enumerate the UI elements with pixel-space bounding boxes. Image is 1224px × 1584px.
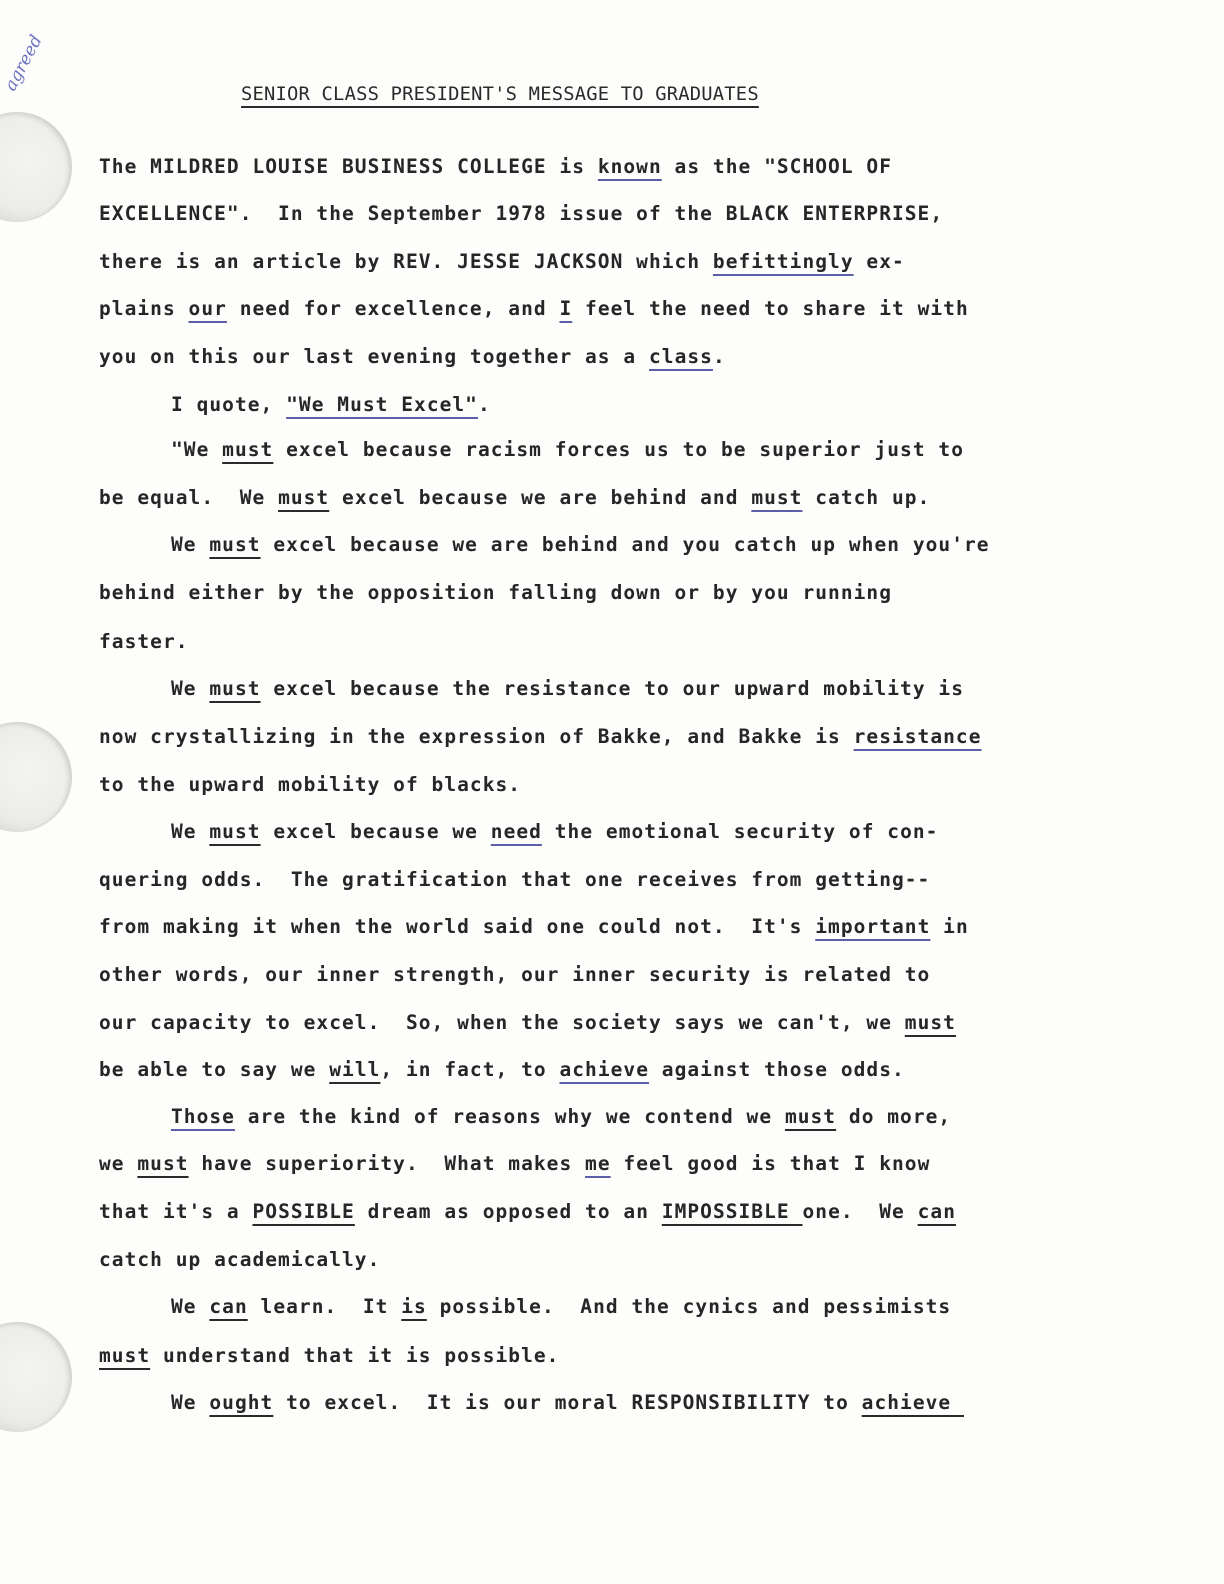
text-run: as the "SCHOOL OF xyxy=(661,155,892,178)
text-line xyxy=(99,1200,956,1223)
text-run: We xyxy=(171,820,210,843)
underlined-word: can xyxy=(917,1200,956,1223)
text-line xyxy=(171,1295,951,1318)
text-run: excel because racism forces us to be superior just to xyxy=(273,438,965,461)
handwritten-margin-note xyxy=(0,30,76,110)
text-line xyxy=(99,1152,930,1175)
underlined-word: POSSIBLE xyxy=(252,1200,355,1223)
text-run: you on this our last evening together as a xyxy=(99,345,649,368)
text-line xyxy=(99,868,930,891)
text-run: feel the need to share it with xyxy=(572,297,969,320)
text-run: now crystallizing in the expression of Bakke, and Bakke is xyxy=(99,725,854,748)
text-run: against those odds. xyxy=(649,1058,905,1081)
underlined-word: known xyxy=(597,155,662,178)
text-line xyxy=(171,393,491,416)
underlined-word: class xyxy=(648,345,713,368)
underlined-word: must xyxy=(99,1344,151,1367)
underlined-word: must xyxy=(222,438,274,461)
text-run: to the upward mobility of blacks. xyxy=(99,773,522,796)
text-run: quering odds. The gratification that one receives from getting-- xyxy=(99,868,931,891)
text-run: excel because we are behind and you catch up when you're xyxy=(260,533,990,556)
text-run: are the kind of reasons why we contend we xyxy=(234,1105,785,1128)
text-line xyxy=(99,630,189,653)
underlined-word: important xyxy=(815,915,931,938)
text-line xyxy=(99,1344,559,1367)
text-run: understand that it is possible. xyxy=(150,1344,560,1367)
text-run: The MILDRED LOUISE BUSINESS COLLEGE is xyxy=(99,155,598,178)
underlined-word: is xyxy=(401,1295,427,1318)
underlined-word: achieve xyxy=(861,1391,964,1414)
text-run: We xyxy=(171,677,210,700)
underlined-word: achieve xyxy=(559,1058,649,1081)
underlined-word: "We Must Excel" xyxy=(286,393,478,416)
underlined-word: must xyxy=(784,1105,837,1128)
underlined-word: need xyxy=(490,820,542,843)
underlined-word: me xyxy=(585,1152,611,1175)
underlined-word: our xyxy=(188,297,227,320)
text-run: that it's a xyxy=(99,1200,253,1223)
text-line xyxy=(171,677,964,700)
text-run: . xyxy=(477,393,491,416)
text-line xyxy=(99,1011,956,1034)
text-line xyxy=(99,963,930,986)
underlined-word: befittingly xyxy=(712,250,854,273)
underlined-word: must xyxy=(904,1011,956,1034)
underlined-word: must xyxy=(278,486,330,509)
underlined-word: must xyxy=(209,533,261,556)
text-run: faster. xyxy=(99,630,189,653)
text-run: do more, xyxy=(836,1105,952,1128)
text-run: catch up. xyxy=(802,486,931,509)
text-run: to excel. It is our moral RESPONSIBILITY to xyxy=(273,1391,862,1414)
svg-text:agreed: agreed xyxy=(0,31,47,95)
underlined-word: will xyxy=(329,1058,381,1081)
text-run: in xyxy=(930,915,969,938)
text-line xyxy=(99,725,982,748)
text-run: We xyxy=(171,1391,210,1414)
text-run: catch up academically. xyxy=(99,1248,381,1271)
text-line xyxy=(99,581,892,604)
text-line xyxy=(99,202,943,225)
text-run: possible. And the cynics and pessimists xyxy=(426,1295,952,1318)
text-run: ex- xyxy=(853,250,905,273)
text-run: one. We xyxy=(802,1200,918,1223)
text-line xyxy=(99,915,969,938)
underlined-word: Those xyxy=(171,1105,235,1128)
text-line xyxy=(99,155,892,178)
text-line xyxy=(99,773,521,796)
text-run: EXCELLENCE". In the September 1978 issue of the BLACK ENTERPRISE, xyxy=(99,202,944,225)
text-line xyxy=(171,1105,951,1128)
text-run: learn. It xyxy=(247,1295,402,1318)
text-run: excel because we are behind and xyxy=(329,486,752,509)
text-run: excel because we xyxy=(260,820,491,843)
underlined-word: I xyxy=(559,297,573,320)
punch-hole xyxy=(0,112,72,222)
text-run: behind either by the opposition falling down or by you running xyxy=(99,581,892,604)
text-line xyxy=(99,486,930,509)
text-run: our capacity to excel. So, when the society says we can't, we xyxy=(99,1011,905,1034)
text-run: , in fact, to xyxy=(380,1058,560,1081)
punch-hole xyxy=(0,722,72,832)
text-run: dream as opposed to an xyxy=(354,1200,662,1223)
underlined-word: must xyxy=(209,820,261,843)
text-run: other words, our inner strength, our inner security is related to xyxy=(99,963,931,986)
text-run: need for excellence, and xyxy=(226,297,560,320)
punch-hole xyxy=(0,1322,72,1432)
text-line xyxy=(171,1391,964,1414)
text-run: I quote, xyxy=(171,393,287,416)
text-run: . xyxy=(712,345,726,368)
text-line xyxy=(171,533,990,556)
text-line xyxy=(99,1248,380,1271)
text-line xyxy=(99,345,726,368)
text-run: have superiority. What makes xyxy=(188,1152,586,1175)
text-run: the emotional security of con- xyxy=(541,820,939,843)
text-line xyxy=(99,297,969,320)
text-run: plains xyxy=(99,297,189,320)
text-run: "We xyxy=(171,438,223,461)
text-run: we xyxy=(99,1152,138,1175)
text-run: from making it when the world said one could not. It's xyxy=(99,915,816,938)
page-title: SENIOR CLASS PRESIDENT'S MESSAGE TO GRADUATES xyxy=(241,84,759,105)
text-line xyxy=(171,438,964,461)
text-line xyxy=(171,820,938,843)
text-run: feel good is that I know xyxy=(610,1152,931,1175)
text-run: We xyxy=(171,533,210,556)
underlined-word: must xyxy=(137,1152,189,1175)
text-run: be equal. We xyxy=(99,486,279,509)
underlined-word: can xyxy=(209,1295,248,1318)
underlined-word: IMPOSSIBLE xyxy=(661,1200,803,1223)
underlined-word: resistance xyxy=(853,725,982,748)
text-run: We xyxy=(171,1295,210,1318)
text-run: excel because the resistance to our upward mobility is xyxy=(260,677,964,700)
text-line xyxy=(99,1058,905,1081)
underlined-word: ought xyxy=(209,1391,274,1414)
underlined-word: must xyxy=(751,486,803,509)
underlined-word: must xyxy=(209,677,261,700)
text-run: be able to say we xyxy=(99,1058,330,1081)
text-line xyxy=(99,250,905,273)
text-run: there is an article by REV. JESSE JACKSON which xyxy=(99,250,713,273)
